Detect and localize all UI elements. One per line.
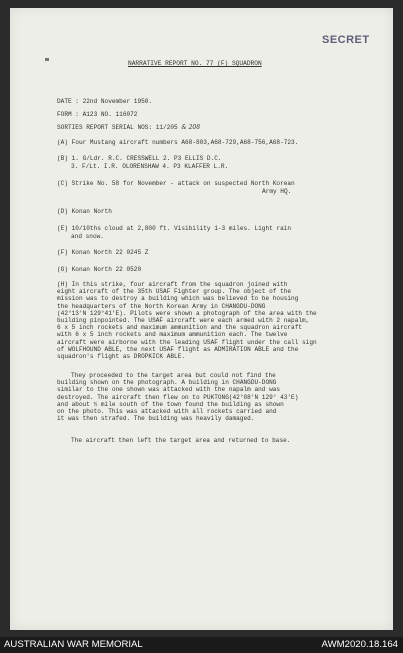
para-2-line: on the photo. This was attacked with all rockets carried and	[57, 408, 277, 416]
item-c-line2: Army HQ.	[262, 188, 292, 195]
para-h-line: the headquarters of the North Korean Army in CHANGDU-DONG	[57, 302, 266, 310]
sorties-handwritten: & 208	[181, 124, 201, 131]
paragraph-h	[57, 281, 377, 360]
para-h-line: squadron's flight as DROPKICK ABLE.	[57, 353, 185, 361]
item-c-line1: (C) Strike No. 58 for November - attack on suspected North Korean	[57, 180, 295, 187]
para-h-line: of WOLFHOUND ABLE, the next USAF flight as ADMIRATION ABLE and the	[57, 345, 299, 353]
para-2-line: it was then strafed. The building was heavily damaged.	[57, 415, 255, 423]
para-h-line: building pinpointed. The USAF aircraft were each armed with 2 napalm,	[57, 317, 310, 325]
para-2-line: building shown on the photograph. A building in CHANGDU-DONG	[57, 379, 277, 387]
punch-mark	[45, 58, 49, 61]
footer-accession-number: AWM2020.18.164	[321, 639, 398, 650]
item-g: (G) Konan North 22 0520	[57, 266, 142, 273]
para-h-line: mission was to destroy a building which was believed to be housing	[57, 295, 299, 303]
date-line: DATE : 22nd November 1950.	[57, 98, 153, 105]
footer-institution: AUSTRALIAN WAR MEMORIAL	[4, 639, 143, 650]
item-d: (D) Konan North	[57, 208, 112, 215]
sorties-line	[57, 124, 200, 131]
sorties-text: SORTIES REPORT SERIAL NOS: 11/205	[57, 124, 178, 131]
para-2-line: destroyed. The aircraft then flew on to PUKTONG(42°08'N 129° 43'E)	[57, 393, 299, 401]
para-h-line: 6 x 5 inch rockets and maximum ammunition and the squadron aircraft	[57, 324, 303, 332]
para-2-line: and about ½ mile south of the town found the building as shown	[57, 400, 284, 408]
document-page	[10, 8, 393, 630]
para-h-line: eight aircraft of the 35th USAF Fighter group. The object of the	[57, 288, 292, 296]
paragraph-3: The aircraft then left the target area and returned to base.	[71, 437, 291, 444]
para-h-line: with 6 x 5 inch rockets and maximum ammunition each. The twelve	[57, 331, 288, 339]
para-h-line: aircraft were airborne with the leading USAF flight under the call sign	[57, 338, 317, 346]
item-e-line1: (E) 10/10ths cloud at 2,800 ft. Visibility 1-3 miles. Light rain	[57, 225, 292, 232]
para-h-line: (42°13'N 129°41'E). Pilots were shown a photograph of the area with the	[57, 309, 317, 317]
para-2-line: similar to the one shown was attacked with the napalm and was	[57, 386, 281, 394]
item-b-line2: 3. F/Lt. I.R. OLORENSHAW 4. P3 KLAFFER L.R.	[71, 163, 229, 170]
footer-caption	[0, 637, 403, 653]
item-a: (A) Four Mustang aircraft numbers A68-803,A68-729,A68-756,A68-723.	[57, 139, 299, 146]
paragraph-2	[57, 372, 377, 422]
para-h-line: (H) In this strike, four aircraft from the squadron joined with	[57, 281, 288, 288]
para-2-line: They proceeded to the target area but could not find the	[71, 372, 276, 379]
report-title: NARRATIVE REPORT NO. 77 (F) SQUADRON	[128, 60, 262, 67]
form-line: FORM : A123 NO. 116072	[57, 111, 138, 118]
item-e-line2: and snow.	[71, 233, 104, 240]
item-b-line1: (B) 1. G/Ldr. R.C. CRESSWELL 2. P3 ELLIS D.C.	[57, 155, 222, 162]
item-f: (F) Konan North 22 0245 Z	[57, 249, 149, 256]
secret-stamp: SECRET	[322, 34, 370, 46]
